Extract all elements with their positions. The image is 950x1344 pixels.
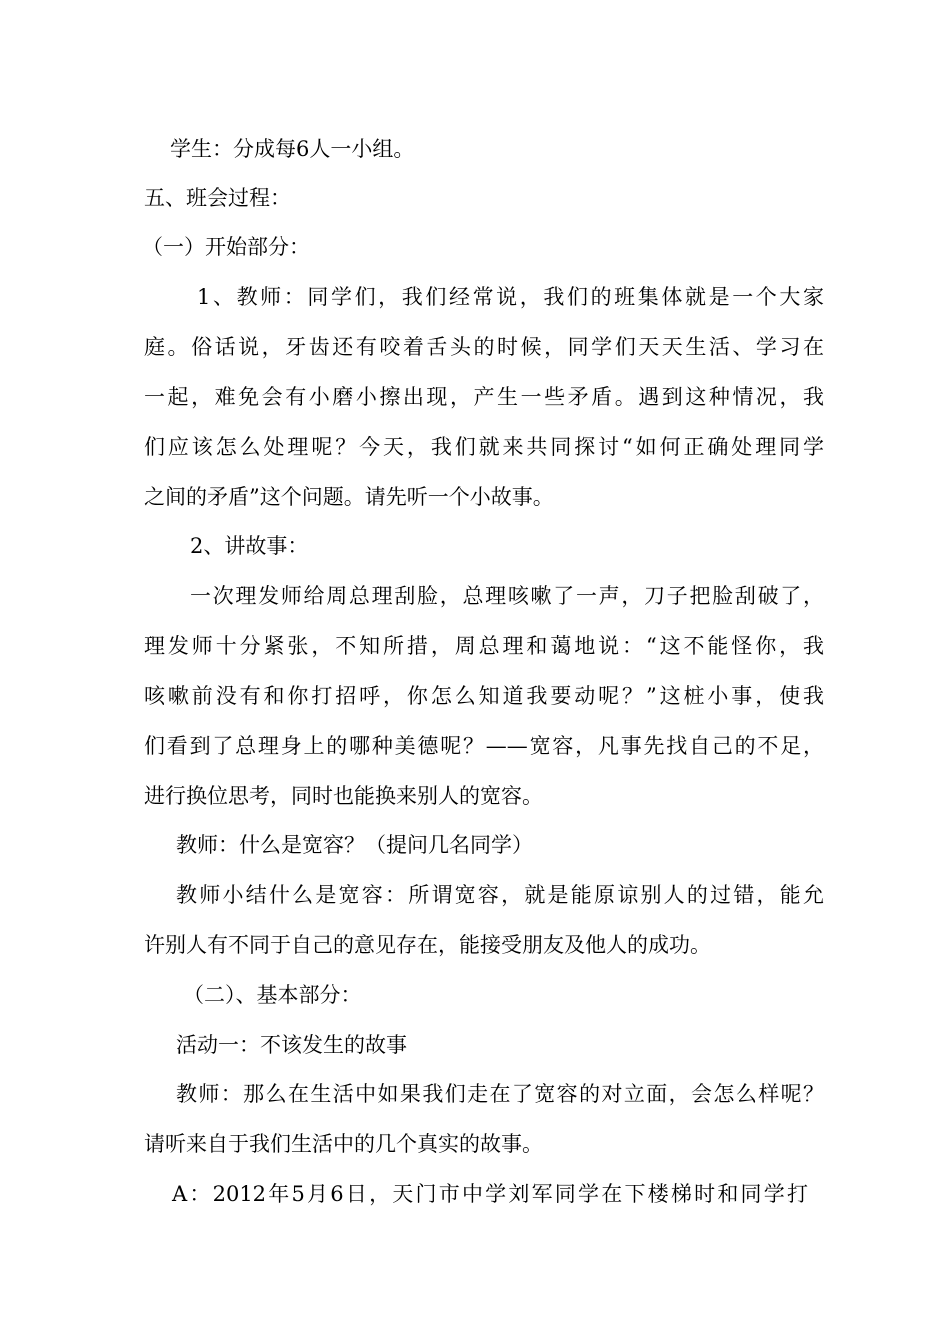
heading-opening-section: （一）开始部分： (142, 235, 310, 259)
heading-tell-story: 2、讲故事： (190, 534, 309, 558)
paragraph-teacher-intro-line-3: 一起，难免会有小磨小擦出现，产生一些矛盾。遇到这种情况，我 (144, 385, 824, 409)
paragraph-teacher-intro-line-2: 庭。俗话说，牙齿还有咬着舌头的时候，同学们天天生活、学习在 (144, 335, 824, 359)
heading-basic-section: （二）、基本部分： (183, 983, 362, 1007)
heading-activity-one: 活动一：不该发生的故事 (176, 1033, 407, 1057)
paragraph-teacher-intro-line-1: 1、教师：同学们，我们经常说，我们的班集体就是一个大家 (197, 285, 824, 309)
paragraph-story-line-1: 一次理发师给周总理刮脸，总理咳嗽了一声，刀子把脸刮破了， (190, 584, 824, 608)
paragraph-summary-line-2: 许别人有不同于自己的意见存在，能接受朋友及他人的成功。 (144, 933, 711, 957)
paragraph-summary-line-1: 教师小结什么是宽容：所谓宽容，就是能原谅别人的过错，能允 (176, 883, 824, 907)
paragraph-what-is-tolerance: 教师：什么是宽容？（提问几名同学） (176, 833, 533, 857)
paragraph-teacher-intro-line-4: 们应该怎么处理呢？今天，我们就来共同探讨“如何正确处理同学 (144, 435, 824, 459)
paragraph-story-line-2: 理发师十分紧张，不知所措，周总理和蔼地说：“这不能怪你，我 (144, 634, 824, 658)
heading-class-meeting-process: 五、班会过程： (144, 186, 291, 210)
paragraph-story-a: A：2012年5月6日，天门市中学刘军同学在下楼梯时和同学打 (172, 1182, 808, 1206)
paragraph-student-groups: 学生：分成每6人一小组。 (170, 137, 415, 161)
paragraph-story-line-5: 进行换位思考，同时也能换来别人的宽容。 (144, 784, 543, 808)
paragraph-teacher-question-line-2: 请听来自于我们生活中的几个真实的故事。 (144, 1132, 543, 1156)
paragraph-teacher-intro-line-5: 之间的矛盾”这个问题。请先听一个小故事。 (144, 485, 554, 509)
paragraph-story-line-4: 们看到了总理身上的哪种美德呢？——宽容，凡事先找自己的不足， (144, 734, 824, 758)
paragraph-teacher-question-line-1: 教师：那么在生活中如果我们走在了宽容的对立面，会怎么样呢？ (176, 1082, 824, 1106)
paragraph-story-line-3: 咳嗽前没有和你打招呼，你怎么知道我要动呢？”这桩小事，使我 (144, 684, 824, 708)
